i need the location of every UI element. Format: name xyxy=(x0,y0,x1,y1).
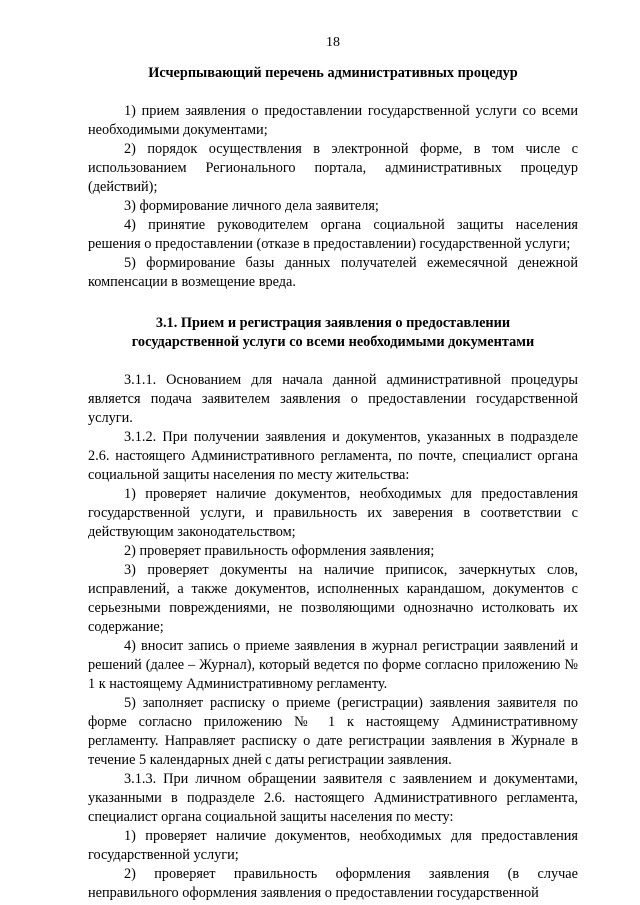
procedures-list xyxy=(88,102,578,292)
page-number: 18 xyxy=(326,35,340,50)
procedure-item: 4) принятие руководителем органа социальной защиты населения решения о предоставлении (отказе в предоставлении) государственной услуги; xyxy=(88,217,578,252)
section-paragraph: 2) проверяет правильность оформления заявления; xyxy=(124,543,435,559)
section-paragraph: 1) проверяет наличие документов, необходимых для предоставления государственной услуги, и правильность их заверения в соответствии с действующим законодательством; xyxy=(88,486,578,540)
section-paragraph: 4) вносит запись о приеме заявления в журнал регистрации заявлений и решений (далее – Журнал), который ведется по форме согласно приложению № 1 к настоящему Административному регламенту. xyxy=(88,638,578,692)
section-paragraph: 3.1.3. При личном обращении заявителя с заявлением и документами, указанными в подразделе 2.6. настоящего Административного регламента, специалист органа социальной защиты населения по месту: xyxy=(88,771,578,825)
document-page xyxy=(88,34,578,903)
procedure-item: 2) порядок осуществления в электронной форме, в том числе с использованием Регионального портала, административных процедур (действий); xyxy=(88,141,578,195)
section-paragraph: 2) проверяет правильность оформления заявления (в случае неправильного оформления заявления о предоставлении государственной xyxy=(88,866,578,901)
section-paragraph: 3) проверяет документы на наличие приписок, зачеркнутых слов, исправлений, а также документов, исполненных карандашом, документов с серьезными повреждениями, не позволяющими однозначно истолковать их содержание; xyxy=(88,562,578,635)
section-heading xyxy=(88,314,578,352)
section-paragraph: 5) заполняет расписку о приеме (регистрации) заявления заявителя по форме согласно приложению № 1 к настоящему Административному регламенту. Направляет расписку о дате регистрации заявления в Журнале в течение 5 календарных дней с даты регистрации заявления. xyxy=(88,695,578,768)
section-heading-line2: государственной услуги со всеми необходимыми документами xyxy=(131,334,535,350)
procedures-heading: Исчерпывающий перечень административных процедур xyxy=(148,65,518,81)
procedure-item: 1) прием заявления о предоставлении государственной услуги со всеми необходимыми документами; xyxy=(88,103,578,138)
section-paragraph: 3.1.2. При получении заявления и документов, указанных в подразделе 2.6. настоящего Административного регламента, по почте, специалист органа социальной защиты населения по месту жительства: xyxy=(88,429,578,483)
section-body xyxy=(88,371,578,903)
section-paragraph: 1) проверяет наличие документов, необходимых для предоставления государственной услуги; xyxy=(88,828,578,863)
procedure-item: 5) формирование базы данных получателей ежемесячной денежной компенсации в возмещение вреда. xyxy=(88,255,578,290)
section-paragraph: 3.1.1. Основанием для начала данной административной процедуры является подача заявителем заявления о предоставлении государственной услуги. xyxy=(88,372,578,426)
procedure-item: 3) формирование личного дела заявителя; xyxy=(124,198,379,214)
section-heading-line1: 3.1. Прием и регистрация заявления о предоставлении xyxy=(155,315,511,331)
